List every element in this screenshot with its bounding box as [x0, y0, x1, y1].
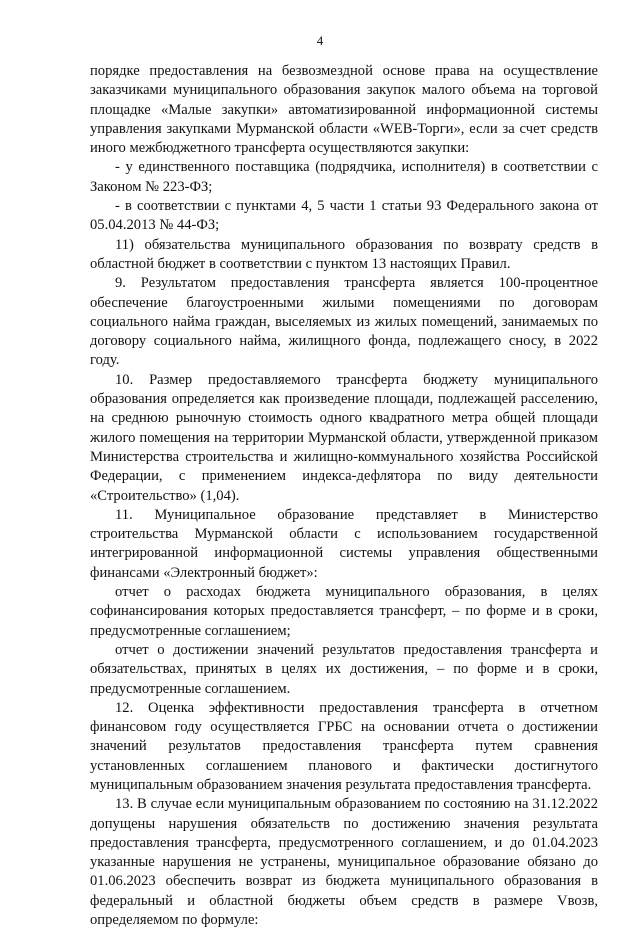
paragraph: отчет о достижении значений результатов предоставления трансферта и обязательствах, принятых в целях их достижения, – по форме и в сроки, предусмотренные соглашением.: [90, 641, 598, 697]
paragraph: 13. В случае если муниципальным образованием по состоянию на 31.12.2022 допущены нарушения обязательств по достижению значения результата предоставления трансферта, предусмотренного соглашением, и до 01.04.2023 указанные нарушения не устранены, муниципальное образование обязано до 01.06.2023 обеспечить возврат из бюджета муниципального образования в федеральный и областной бюджеты объем средств в размере Vвозв, определяемом по формуле:: [90, 796, 598, 929]
paragraph: 10. Размер предоставляемого трансферта бюджету муниципального образования определяется как произведение площади, подлежащей расселению, на среднюю рыночную стоимость одного квадратного метра общей площади жилого помещения на территории Мурманской области, утвержденной приказом Министерства строительства и жилищно-коммунального хозяйства Российской Федерации, с применением индекса-дефлятора по виду деятельности «Строительство» (1,04).: [90, 371, 598, 504]
page-number: 4: [316, 33, 324, 48]
paragraph: отчет о расходах бюджета муниципального образования, в целях софинансирования которых предоставляется трансферт, – по форме и в сроки, предусмотренные соглашением;: [90, 584, 598, 639]
paragraph: - в соответствии с пунктами 4, 5 части 1 статьи 93 Федерального закона от 05.04.2013 № 44-ФЗ;: [90, 198, 598, 234]
document-body: [90, 62, 598, 930]
paragraph: 11. Муниципальное образование представляет в Министерство строительства Мурманской области с использованием государственной интегрированной информационной системы управления общественными финансами «Электронный бюджет»:: [90, 506, 598, 581]
paragraph: - у единственного поставщика (подрядчика, исполнителя) в соответствии с Законом № 223-ФЗ;: [90, 159, 598, 195]
paragraph: 9. Результатом предоставления трансферта является 100-процентное обеспечение благоустроенными жилыми помещениями по договорам социального найма граждан, выселяемых из жилых помещений, занимаемых по договору социального найма, жилищного фонда, подлежащего сносу, в 2022 году.: [90, 275, 598, 369]
paragraph: 12. Оценка эффективности предоставления трансферта в отчетном финансовом году осуществляется ГРБС на основании отчета о достижении значений результатов предоставления трансферта путем сравнения установленных соглашением планового и фактически достигнутого муниципальным образованием значения результата предоставления трансферта.: [90, 699, 598, 793]
paragraph: 11) обязательства муниципального образования по возврату средств в областной бюджет в соответствии с пунктом 13 настоящих Правил.: [90, 236, 598, 272]
paragraph: порядке предоставления на безвозмездной основе права на осуществление заказчиками муниципального образования закупок малого объема на торговой площадке «Малые закупки» автоматизированной информационной системы управления закупками Мурманской области «WEB-Торги», если за счет средств иного межбюджетного трансферта осуществляются закупки:: [90, 63, 598, 157]
